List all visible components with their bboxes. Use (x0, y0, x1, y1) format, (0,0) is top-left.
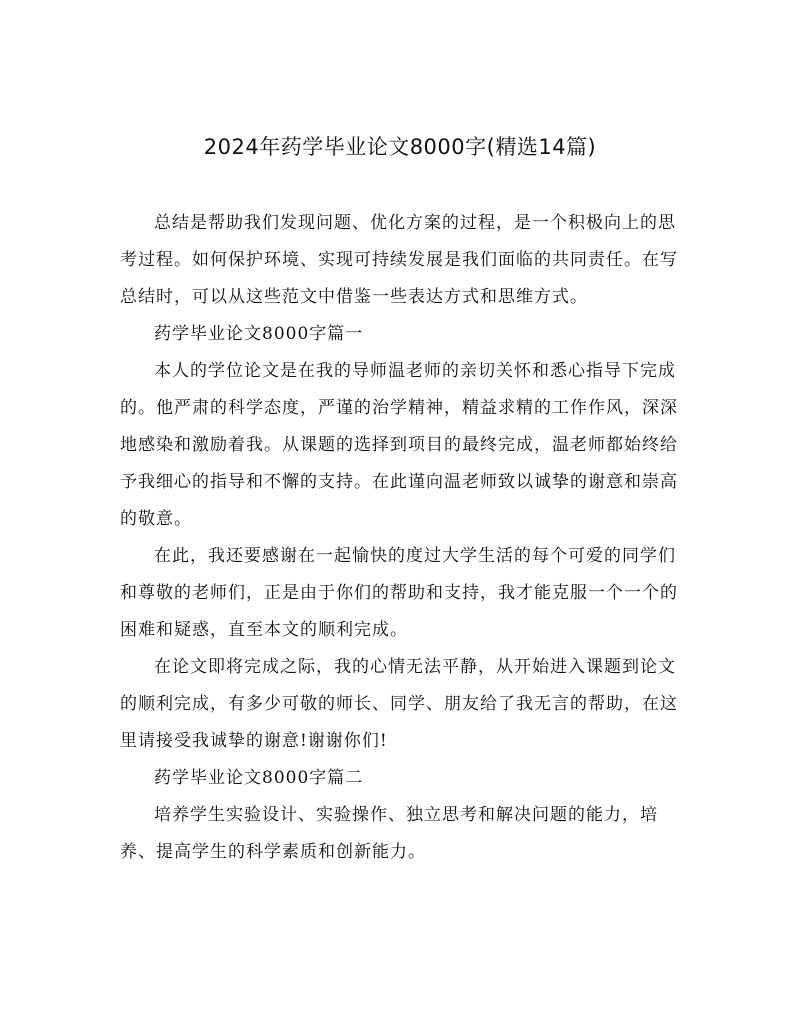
section1-paragraph-1: 本人的学位论文是在我的导师温老师的亲切关怀和悉心指导下完成的。他严肃的科学态度，严谨的治学精神，精益求精的工作作风，深深地感染和激励着我。从课题的选择到项目的最终完成，温老师都始终给予我细心的指导和不懈的支持。在此谨向温老师致以诚挚的谢意和崇高的敬意。 (120, 361, 678, 529)
section-heading-1: 药学毕业论文8000字篇一 (154, 324, 364, 344)
section-heading-2: 药学毕业论文8000字篇二 (154, 768, 364, 788)
section1-paragraph-3: 在论文即将完成之际，我的心情无法平静，从开始进入课题到论文的顺利完成，有多少可敬的师长、同学、朋友给了我无言的帮助，在这里请接受我诚挚的谢意!谢谢你们! (120, 657, 678, 751)
document-title: 2024年药学毕业论文8000字(精选14篇) (203, 135, 597, 159)
document-body (120, 205, 680, 871)
section2-paragraph-1: 培养学生实验设计、实验操作、独立思考和解决问题的能力，培养、提高学生的科学素质和创新能力。 (120, 805, 658, 862)
section1-paragraph-2: 在此，我还要感谢在一起愉快的度过大学生活的每个可爱的同学们和尊敬的老师们，正是由于你们的帮助和支持，我才能克服一个一个的困难和疑惑，直至本文的顺利完成。 (120, 546, 678, 640)
intro-paragraph: 总结是帮助我们发现问题、优化方案的过程，是一个积极向上的思考过程。如何保护环境、实现可持续发展是我们面临的共同责任。在写总结时，可以从这些范文中借鉴一些表达方式和思维方式。 (120, 213, 678, 307)
